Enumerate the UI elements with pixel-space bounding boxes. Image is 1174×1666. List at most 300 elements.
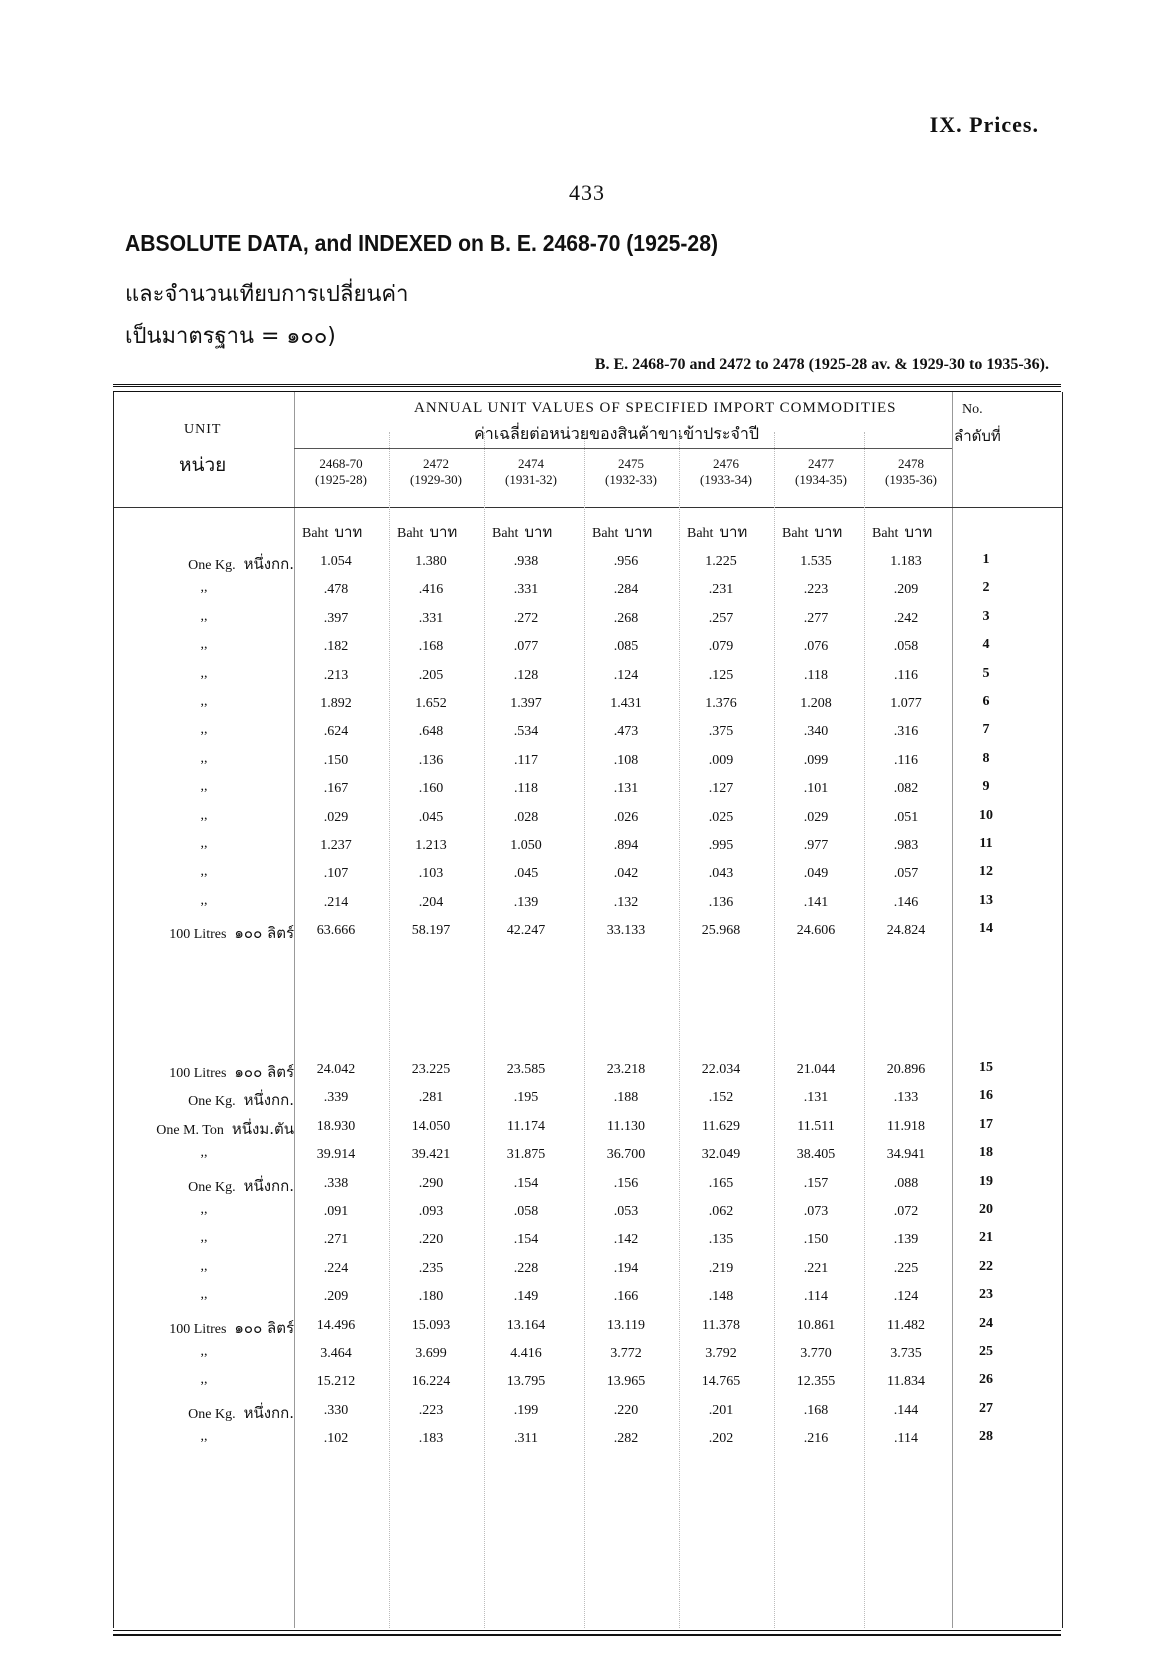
value-cell: 24.824 [886,923,926,939]
value-cell: .242 [893,610,919,626]
year-header-ad: (1934-35) [795,472,847,487]
row-number: 1 [982,552,990,567]
value-cell: 1.237 [320,838,352,853]
value-cell: .330 [323,1402,349,1418]
value-cell: .375 [708,724,734,740]
value-cell: 1.077 [890,696,922,711]
row-number: 5 [982,665,990,681]
row-unit-thai: หนึ่งกก. [243,1403,294,1422]
value-cell: .277 [803,610,829,626]
row-unit [114,1230,294,1246]
value-cell: .223 [803,582,829,598]
currency-label-thai: บาท [524,523,553,541]
value-cell: 11.918 [887,1118,925,1134]
row-number: 4 [982,637,990,653]
value-cell: .136 [418,752,444,768]
value-cell: .228 [513,1260,539,1276]
value-cell: 13.795 [506,1374,546,1390]
row-unit [114,1372,294,1388]
value-cell: 36.700 [606,1147,646,1163]
value-cell: .180 [418,1289,444,1305]
row-unit [114,836,294,852]
table-row [114,637,1062,661]
value-cell: 4.416 [510,1346,542,1361]
value-cell: 13.965 [606,1374,646,1390]
value-cell: 11.130 [607,1118,645,1134]
table-row [114,1287,1062,1311]
row-number: 16 [979,1088,993,1104]
row-unit-thai: หนึ่งกก. [243,1091,294,1110]
year-header [389,456,483,488]
year-column-divider [389,432,390,1628]
table-row [114,864,1062,888]
value-cell: 23.585 [506,1062,546,1077]
row-number: 8 [982,750,990,766]
row-number: 18 [979,1145,993,1161]
value-cell: .281 [418,1090,444,1106]
value-cell: .272 [513,610,539,626]
row-unit-en: ,, [200,864,208,880]
year-column-divider [484,432,485,1628]
row-unit-thai: ๑๐๐ ลิตร์ [234,1318,294,1337]
value-cell: .150 [323,752,349,768]
value-cell: .049 [803,866,829,882]
row-unit-en: ,, [200,1287,208,1303]
table-row [114,666,1062,690]
row-unit-en: ,, [200,1344,208,1359]
value-cell: .188 [613,1090,639,1106]
value-cell: 1.535 [800,554,832,569]
table-row [114,1259,1062,1283]
value-cell: .116 [894,667,918,683]
value-cell: 25.968 [701,923,741,939]
year-column-divider [774,432,775,1628]
value-cell: 15.212 [316,1374,356,1390]
value-cell: .073 [803,1204,829,1219]
value-cell: .146 [893,894,919,910]
value-cell: .648 [418,724,444,740]
value-cell: .168 [803,1402,829,1418]
value-cell: .077 [513,639,539,655]
value-cell: .117 [514,752,538,768]
value-cell: .166 [613,1289,639,1305]
table-row [114,1145,1062,1169]
value-cell: .058 [893,639,919,655]
currency-label-en: Baht [592,526,619,541]
value-cell: .214 [323,894,349,910]
row-number: 3 [982,608,990,624]
value-cell: .182 [323,639,349,655]
value-cell: .118 [804,667,828,683]
year-column-divider [679,432,680,1628]
value-cell: .995 [708,838,734,853]
value-cell: .131 [803,1090,829,1106]
value-cell: .128 [513,667,539,683]
row-unit-en: ,, [200,1372,208,1388]
row-number: 6 [982,694,990,709]
row-unit [114,751,294,767]
value-cell: 3.699 [415,1346,447,1361]
row-unit-en: 100 Litres [169,1066,227,1081]
value-cell: 58.197 [411,923,451,939]
value-cell: .057 [893,866,919,882]
table-row [114,1401,1062,1425]
table-row [114,1202,1062,1226]
value-cell: 31.875 [506,1147,546,1163]
value-cell: 32.049 [701,1147,741,1163]
value-cell: 1.892 [320,696,352,711]
value-cell: .133 [893,1090,919,1106]
value-cell: 11.174 [507,1118,545,1134]
currency-label [687,520,747,544]
currency-label-thai: บาท [334,523,363,541]
value-cell: .118 [514,781,538,797]
value-cell: 22.034 [701,1062,741,1077]
value-cell: .220 [418,1232,444,1248]
currency-label [492,520,552,544]
value-cell: .156 [613,1175,639,1191]
value-cell: .043 [708,866,734,882]
currency-label-thai: บาท [904,523,933,541]
currency-label-en: Baht [397,526,424,541]
value-cell: 39.914 [316,1147,356,1163]
row-unit-en: ,, [200,1429,208,1445]
row-unit-en: One Kg. [188,1406,236,1422]
table-row [114,694,1062,718]
value-cell: .124 [613,667,639,683]
table-row [114,808,1062,832]
row-unit [114,637,294,653]
value-cell: .199 [513,1402,539,1418]
value-cell: .149 [513,1289,539,1305]
value-cell: .223 [418,1402,444,1418]
value-cell: .141 [803,894,829,910]
bottom-rule [113,1630,1061,1636]
value-cell: .282 [613,1431,639,1447]
value-cell: .316 [893,724,919,740]
year-header-be: 2477 [808,456,834,471]
value-cell: .340 [803,724,829,740]
table-row [114,751,1062,775]
value-cell: 13.119 [607,1317,645,1333]
table-row [114,1117,1062,1141]
currency-label-thai: บาท [624,523,653,541]
page-title: ABSOLUTE DATA, and INDEXED on B. E. 2468-70 (1925-28) [125,230,719,256]
value-cell: .534 [513,724,539,740]
row-unit-en: One Kg. [188,558,236,573]
row-unit-en: ,, [200,665,208,681]
year-header [294,456,388,488]
row-unit-en: ,, [200,1258,208,1274]
value-cell: .216 [803,1431,829,1447]
value-cell: .339 [323,1090,349,1106]
row-unit-en: 100 Litres [169,927,227,943]
year-header [584,456,678,488]
value-cell: .045 [513,866,539,882]
row-number: 7 [982,722,990,738]
value-cell: .311 [514,1431,538,1447]
row-unit [114,1174,294,1198]
value-cell: 11.511 [797,1118,835,1134]
value-cell: 1.225 [705,554,737,569]
currency-label-en: Baht [492,526,519,541]
row-unit-thai: หนึ่งกก. [243,555,294,573]
value-cell: .165 [708,1175,734,1191]
table-row [114,1429,1062,1453]
value-cell: 38.405 [796,1147,836,1163]
value-cell: 1.376 [705,696,737,711]
value-cell: .290 [418,1175,444,1191]
value-cell: 3.792 [705,1346,737,1361]
value-cell: .082 [893,781,919,797]
value-cell: 39.421 [411,1147,451,1163]
value-cell: .116 [894,752,918,768]
row-number: 19 [979,1173,993,1189]
thai-title-line-1: และจำนวนเทียบการเปลี่ยนค่า [125,282,409,307]
value-cell: 20.896 [886,1062,926,1077]
value-cell: .124 [893,1289,919,1305]
row-number: 14 [979,921,993,937]
table-row [114,921,1062,945]
value-cell: .139 [893,1232,919,1248]
value-cell: 10.861 [796,1317,836,1333]
value-cell: .093 [418,1204,444,1219]
value-cell: 11.378 [702,1317,740,1333]
currency-label [592,520,652,544]
value-cell: .271 [323,1232,349,1248]
value-cell: .331 [513,582,539,598]
year-header-be: 2476 [713,456,739,471]
year-header-be: 2475 [618,456,644,471]
row-unit-en: 100 Litres [169,1321,227,1337]
value-cell: 12.355 [796,1374,836,1390]
value-cell: .154 [513,1232,539,1248]
currency-label-en: Baht [302,526,329,541]
header-rule [114,507,1062,508]
value-cell: 33.133 [606,923,646,939]
year-header-ad: (1931-32) [505,472,557,487]
value-cell: .167 [323,781,349,797]
value-cell: .103 [418,866,444,882]
row-unit-en: One Kg. [188,1179,236,1195]
row-unit-en: ,, [200,807,208,823]
no-header: No. [962,402,983,417]
unit-header-thai: หน่วย [179,454,227,476]
value-cell: .338 [323,1175,349,1191]
table-row [114,1316,1062,1340]
row-number: 22 [979,1258,993,1274]
table-row [114,609,1062,633]
value-cell: .154 [513,1175,539,1191]
row-unit [114,694,294,710]
year-header-be: 2468-70 [319,456,363,471]
row-unit-thai: หนึ่งกก. [243,1176,294,1195]
top-rule [113,384,1061,392]
currency-label-en: Baht [782,526,809,541]
year-header-be: 2478 [898,456,924,471]
value-cell: .053 [613,1204,639,1219]
value-cell: .983 [893,838,919,853]
value-cell: 63.666 [316,923,356,939]
row-unit-en: One Kg. [188,1094,236,1110]
value-cell: .150 [803,1232,829,1248]
value-cell: .209 [323,1289,349,1305]
value-cell: .624 [323,724,349,740]
row-unit [114,552,294,576]
value-cell: .157 [803,1175,829,1191]
value-cell: 34.941 [886,1147,926,1163]
value-cell: .894 [613,838,639,853]
value-cell: 15.093 [411,1317,451,1333]
row-number: 11 [979,836,993,851]
table-row [114,580,1062,604]
value-cell: .938 [513,554,539,569]
value-cell: 1.652 [415,696,447,711]
table-row [114,1174,1062,1198]
row-unit-en: ,, [200,694,208,709]
value-cell: .085 [613,639,639,655]
value-cell: 1.050 [510,838,542,853]
price-table [113,392,1063,1628]
value-cell: .221 [803,1260,829,1276]
value-cell: .131 [613,781,639,797]
row-unit-en: ,, [200,1230,208,1246]
year-header-ad: (1929-30) [410,472,462,487]
value-cell: .160 [418,781,444,797]
year-header-be: 2472 [423,456,449,471]
value-cell: .045 [418,809,444,825]
year-header-ad: (1925-28) [315,472,367,487]
row-number: 9 [982,779,990,795]
value-cell: .219 [708,1260,734,1276]
currency-label-thai: บาท [429,523,458,541]
row-unit-en: ,, [200,1145,208,1161]
page-number: 433 [569,180,605,205]
row-unit-en: ,, [200,580,208,596]
currency-label [872,520,932,544]
value-cell: .029 [323,809,349,825]
value-cell: .028 [513,809,539,825]
table-row [114,722,1062,746]
unit-header: UNIT [184,422,222,437]
table-row [114,893,1062,917]
row-unit [114,666,294,682]
row-unit [114,1344,294,1360]
year-header-ad: (1935-36) [885,472,937,487]
value-cell: 1.213 [415,838,447,853]
value-cell: 1.380 [415,554,447,569]
year-header-ad: (1932-33) [605,472,657,487]
row-unit [114,1060,294,1084]
value-cell: .202 [708,1431,734,1447]
value-cell: 3.464 [320,1346,352,1361]
year-header-be: 2474 [518,456,544,471]
value-cell: .135 [708,1232,734,1248]
row-number: 10 [979,807,993,823]
table-row [114,1344,1062,1368]
row-unit [114,1287,294,1303]
value-cell: .088 [893,1175,919,1191]
row-unit [114,580,294,596]
row-unit-en: ,, [200,779,208,795]
value-cell: .042 [613,866,639,882]
value-cell: .099 [803,752,829,768]
value-cell: .152 [708,1090,734,1106]
group-header: ANNUAL UNIT VALUES OF SPECIFIED IMPORT COMMODITIES [414,400,897,416]
row-number: 21 [979,1230,993,1246]
value-cell: 11.482 [887,1317,925,1333]
row-number: 13 [979,892,993,908]
currency-label [782,520,842,544]
value-cell: .195 [513,1090,539,1106]
thai-title-line-2: เป็นมาตรฐาน = ๑๐๐) [125,324,336,349]
group-header-thai: ค่าเฉลี่ยต่อหน่วยของสินค้าขาเข้าประจำปี [474,424,759,443]
row-unit-en: ,, [200,1202,208,1217]
value-cell: .183 [418,1431,444,1447]
row-number: 23 [979,1287,993,1303]
row-number: 24 [979,1315,993,1331]
row-unit [114,1088,294,1112]
value-cell: 18.930 [316,1118,356,1134]
value-cell: 3.735 [890,1346,922,1361]
year-header [484,456,578,488]
value-cell: .076 [803,639,829,655]
value-cell: .058 [513,1204,539,1219]
value-cell: 23.218 [606,1062,646,1077]
row-unit-en: ,, [200,836,208,851]
table-row [114,1088,1062,1112]
row-unit [114,722,294,738]
value-cell: .213 [323,667,349,683]
value-cell: .029 [803,809,829,825]
value-cell: 11.629 [702,1118,740,1134]
value-cell: .114 [894,1431,918,1447]
value-cell: .136 [708,894,734,910]
value-cell: .268 [613,610,639,626]
row-unit-en: ,, [200,722,208,738]
row-number: 26 [979,1372,993,1388]
value-cell: .331 [418,610,444,626]
value-cell: 14.765 [701,1374,741,1390]
value-cell: .132 [613,894,639,910]
value-cell: .201 [708,1402,734,1418]
value-cell: .062 [708,1204,734,1219]
value-cell: 13.164 [506,1317,546,1333]
value-cell: .231 [708,582,734,598]
value-cell: .416 [418,582,444,598]
header-rule [294,448,952,449]
currency-label-en: Baht [687,526,714,541]
no-header-thai: ลำดับที่ [954,427,1001,445]
value-cell: 1.431 [610,696,642,711]
value-cell: .127 [708,781,734,797]
value-cell: 3.772 [610,1346,642,1361]
value-cell: .209 [893,582,919,598]
value-cell: .204 [418,894,444,910]
value-cell: .114 [804,1289,828,1305]
value-cell: .107 [323,866,349,882]
row-unit [114,893,294,909]
value-cell: 23.225 [411,1062,451,1077]
row-number: 20 [979,1202,993,1217]
value-cell: .220 [613,1402,639,1418]
row-unit [114,864,294,880]
value-cell: 11.834 [887,1374,925,1390]
row-unit [114,1145,294,1161]
table-row [114,1060,1062,1084]
row-unit [114,779,294,795]
row-unit-thai: ๑๐๐ ลิตร์ [234,1063,294,1081]
